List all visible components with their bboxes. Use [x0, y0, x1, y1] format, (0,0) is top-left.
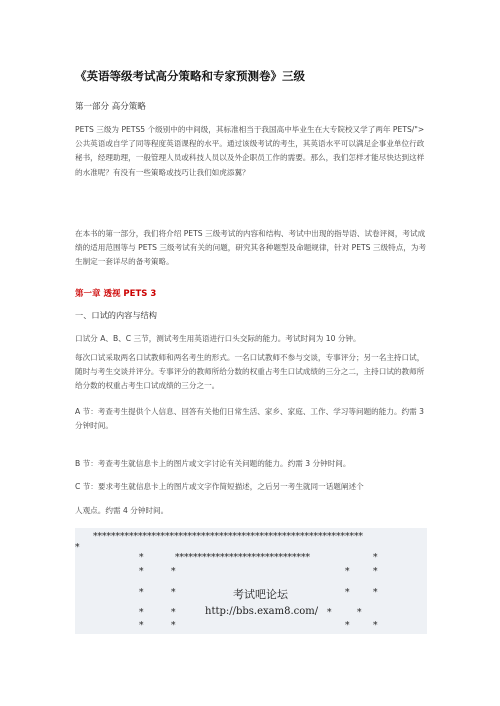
section-c-line-continued: 人观点。约需 4 分钟时间。 [75, 506, 169, 515]
overview-paragraph: 在本书的第一部分，我们将介绍 PETS 三级考试的内容和结构、考试中出现的指导语、试卷评阅，考试成绩的适用范围等与 PETS 三级考试有关的问题，研究其各种题型及命题规律，针对 PETS 三级特点，为考生制定一套详尽的备考策略。 [75, 229, 427, 267]
ad-star-right: * [357, 608, 362, 618]
ad-star-right: * [373, 621, 378, 631]
forum-url-link[interactable]: http://bbs.exam8.com/ [205, 606, 319, 617]
oral-test-summary: 口试分 A、B、C 三节，测试考生用英语进行口头交际的能力。考试时间为 10 分钟。 [75, 334, 361, 343]
ad-star-left: * [139, 608, 144, 618]
ad-star-wrap: * [75, 543, 80, 553]
ad-star-left: * [171, 567, 176, 577]
ad-star-left: * [139, 553, 144, 563]
ad-star-right: * [373, 553, 378, 563]
ad-star-left: * [171, 608, 176, 618]
ad-star-border-top: ************************************************************ [93, 532, 363, 542]
section-heading: 一、口试的内容与结构 [75, 310, 157, 320]
ad-star-right: * [345, 621, 350, 631]
ad-star-right: * [345, 567, 350, 577]
chapter-heading: 第一章 透视 PETS 3 [75, 289, 157, 299]
ad-star-right: * [327, 608, 332, 618]
ad-star-right: * [345, 588, 350, 598]
section-c-line: C 节：要求考生就信息卡上的图片或文字作简短描述，之后另一考生就同一话题阐述个 [75, 482, 364, 491]
ad-star-left: * [171, 621, 176, 631]
ad-star-right: * [373, 567, 378, 577]
ad-star-left: * [139, 567, 144, 577]
forum-name: 考试吧论坛 [233, 588, 288, 601]
ad-star-left: * [171, 588, 176, 598]
oral-test-format-paragraph: 每次口试采取两名口试教师和两名考生的形式。一名口试教师不参与交谈，专事评分；另一名主持口试，随时与考生交谈并评分。专事评分的教师所给分数的权重占考生口试成绩的三分之二，主持口试的教师所给分数的权重占考生口试成绩的三分之一。 [75, 353, 425, 391]
part-heading: 第一部分 高分策略 [75, 102, 146, 112]
ad-star-inner-top: ****************************** [175, 553, 310, 563]
section-a-paragraph: A 节：考查考生提供个人信息、回答有关他们日常生活、家乡、家庭、工作、学习等问题的能力。约需 3 分钟时间。 [75, 407, 424, 431]
intro-paragraph: PETS 三级为 PETS5 个级别中的中间级，其标准相当于我国高中毕业生在大专院校又学了两年 PETS/">公共英语或自学了同等程度英语课程的水平。通过该级考试的考生，其英语水平可以满足企事业单位行政秘书，经理助理，一般管理人员或科技人员以及外企职员工作的需要。那么，我们怎样才能尽快达到这样的水准呢？有没有一些策略或技巧让我们如虎添翼？ [75, 125, 425, 177]
ad-star-left: * [139, 588, 144, 598]
ad-star-left: * [139, 621, 144, 631]
ad-star-right: * [373, 588, 378, 598]
forum-ad-box [75, 528, 427, 634]
document-title: 《英语等级考试高分策略和专家预测卷》三级 [75, 69, 305, 83]
section-b-line: B 节：考查考生就信息卡上的图片或文字讨论有关问题的能力。约需 3 分钟时间。 [75, 459, 351, 468]
